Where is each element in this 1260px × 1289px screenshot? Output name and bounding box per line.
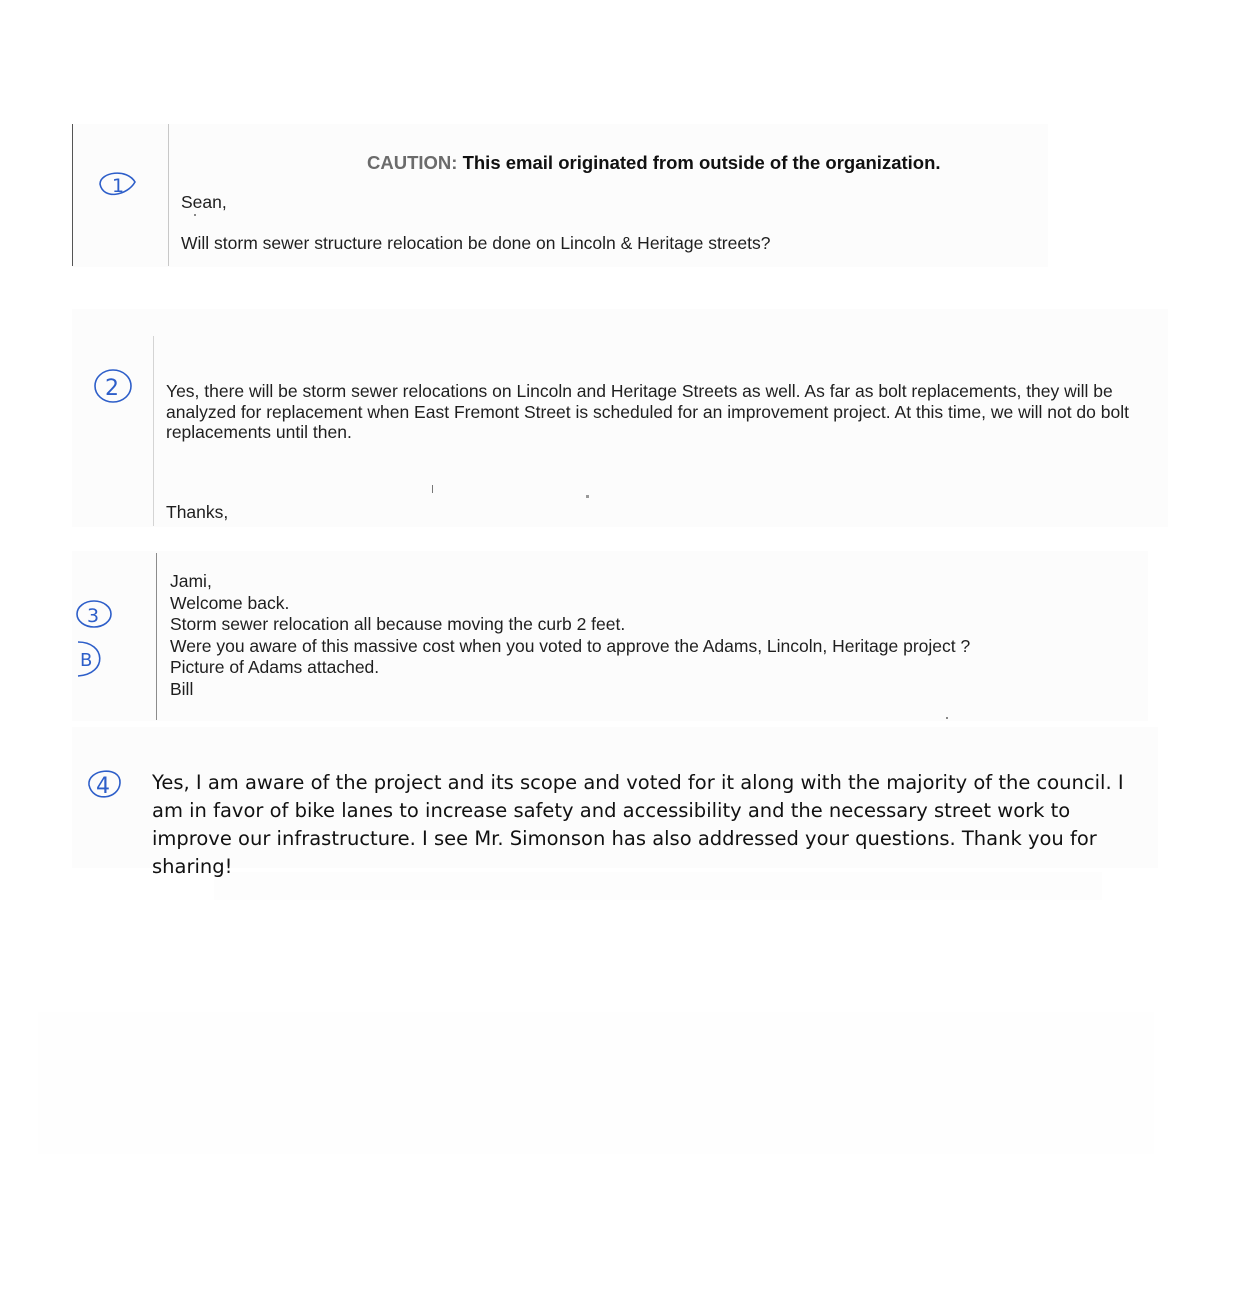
email3-line: Storm sewer relocation all because moving the curb 2 feet. bbox=[170, 614, 626, 634]
caution-label: CAUTION: bbox=[367, 152, 458, 173]
email3-line: Picture of Adams attached. bbox=[170, 657, 380, 677]
scan-speck bbox=[586, 495, 589, 498]
handwritten-mark-4 bbox=[85, 765, 125, 801]
handwritten-mark-2 bbox=[93, 368, 133, 404]
mark1-digit: 1 bbox=[112, 175, 125, 197]
mark3b-letter: B bbox=[80, 650, 93, 671]
scan-speck bbox=[432, 485, 433, 493]
scan-speck bbox=[946, 717, 948, 719]
scan-block-6 bbox=[38, 1012, 1154, 1154]
handwritten-mark-3 bbox=[75, 598, 115, 634]
email3-body bbox=[170, 571, 970, 700]
email4-body: Yes, I am aware of the project and its scope and voted for it along with the majority of the council. I am in favor of bike lanes to increase safety and accessibility and the necessary street work to improve our infrastructure. I see Mr. Simonson has also addressed your questions. Thank you for sharing! bbox=[152, 771, 1124, 878]
email3-line: Were you aware of this massive cost when you voted to approve the Adams, Lincoln, Heritage project ? bbox=[170, 635, 971, 656]
handwritten-mark-3b bbox=[72, 640, 112, 676]
scan-speck bbox=[194, 214, 196, 216]
email3-line: Bill bbox=[170, 678, 194, 699]
email2-closing: Thanks, bbox=[166, 502, 229, 522]
quote-rule-1 bbox=[168, 124, 169, 266]
email2-body: Yes, there will be storm sewer relocations on Lincoln and Heritage Streets as well. As far as bolt replacements, they will be analyzed for replacement when East Fremont Street is scheduled for an improvement project. At this time, we will not do bolt replacements until then. bbox=[166, 381, 1129, 442]
email1-body: Will storm sewer structure relocation be done on Lincoln & Heritage streets? bbox=[181, 233, 771, 253]
email1-greeting: Sean, bbox=[181, 192, 227, 212]
mark2-digit: 2 bbox=[105, 376, 119, 401]
left-rule-1 bbox=[72, 124, 73, 266]
handwritten-mark-1 bbox=[97, 166, 137, 202]
caution-text: This email originated from outside of the organization. bbox=[462, 152, 941, 173]
email3-line: Jami, bbox=[170, 571, 212, 591]
mark3-digit: 3 bbox=[87, 605, 100, 627]
caution-banner bbox=[367, 152, 941, 174]
mark4-digit: 4 bbox=[96, 774, 110, 799]
quote-rule-2 bbox=[153, 336, 154, 526]
quote-rule-3 bbox=[156, 553, 157, 720]
email3-line: Welcome back. bbox=[170, 592, 290, 613]
